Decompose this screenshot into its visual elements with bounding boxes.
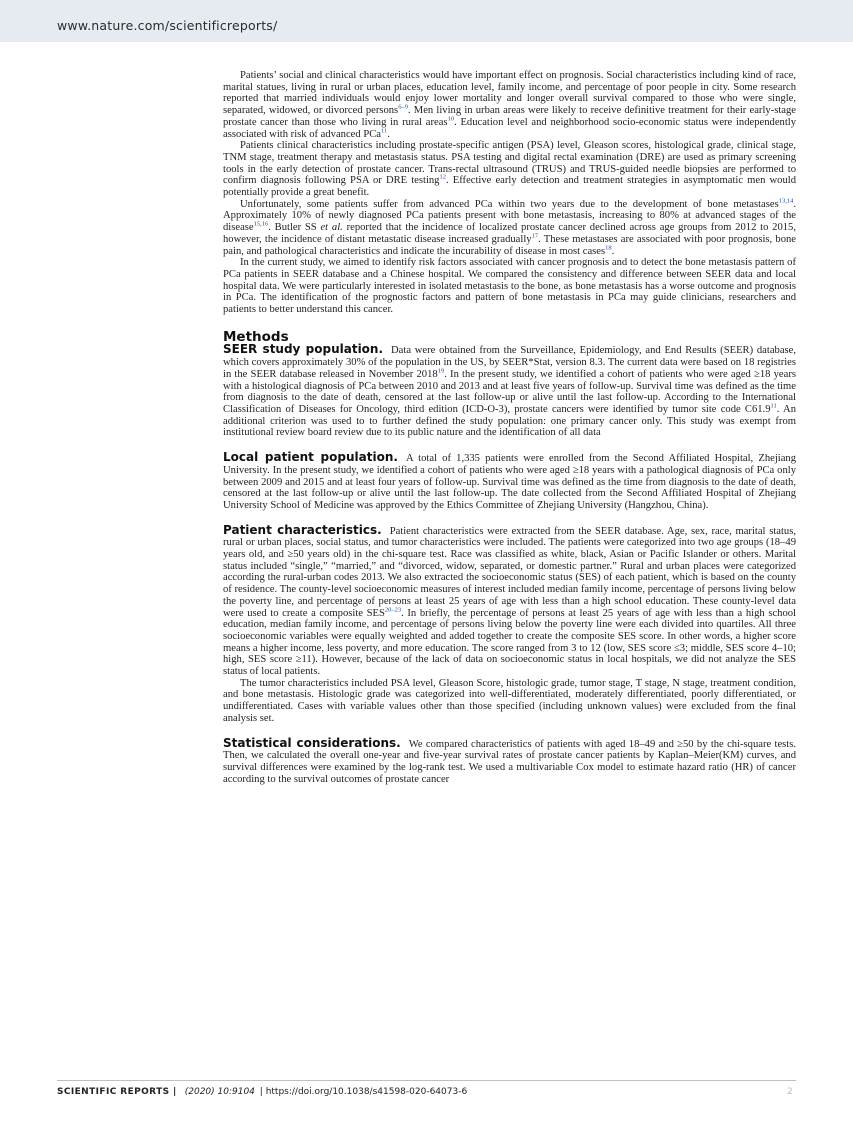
footer-divider xyxy=(57,1080,796,1081)
page-number: 2 xyxy=(787,1087,793,1097)
text: . Effective early detection and treatment strategies in asymptomatic men would potentially provide a great benefit. xyxy=(223,175,796,199)
text: . An additional criterion was used to to further defined the study population: one primary cancer only. This study was exempt from institutional review board review due to its public nature and the identification of all data xyxy=(223,403,796,439)
citation-ref[interactable]: 10 xyxy=(447,115,455,123)
subsection-heading: Patient characteristics. xyxy=(223,522,382,537)
text: We compared characteristics of patients with aged 18–49 and ≥50 by the chi-square tests. Then, we calculated the overall one-year and five-year survival rates of prostate cancer patients by Kaplan–Meier(KM) curves, and survival differences were examined by the log-rank test. We used a multivariable Cox model to estimate hazard ratio (HR) of cancer according to the survival outcomes of prostate cancer xyxy=(223,738,797,785)
text: . In the present study, we identified a cohort of patients who were aged ≥18 years with a histological diagnosis of PCa between 2010 and 2013 and at least five years of follow-up. Survival time was defined as the time from diagnosis to the date of death, censored at the last follow-up or alive until the last follow-up. According to the International Classification of Diseases for Oncology, third edition (ICD-O-3), prostate cancers were identified by tumor site code C61.9 xyxy=(223,368,796,415)
site-header-bar xyxy=(0,0,853,42)
text: . In briefly, the percentage of persons at least 25 years of age with less than a high school education, median family income, and percentage of persons living below the poverty line were each divided into quartiles. All three socioeconomic variables were equally weighted and added together to create the composite SES score. In other words, a higher score means a higher income, less poverty, and more education. The score ranged from 3 to 12 (low, SES score ≤3; middle, SES score 4–10; high, SES score ≥11). However, because of the lack of data on socioeconomic status in local hospitals, we did not analyze the SES status of local patients. xyxy=(223,607,796,678)
stats-paragraph xyxy=(223,735,797,786)
citation-info: (2020) 10:9104 xyxy=(184,1087,255,1097)
section-title-methods: Methods xyxy=(223,328,289,345)
citation-ref[interactable]: 13,14 xyxy=(778,197,794,205)
citation-ref[interactable]: 19 xyxy=(437,367,445,375)
citation-ref[interactable]: 12 xyxy=(439,173,446,181)
patient-paragraph-2: The tumor characteristics included PSA level, Gleason Score, histologic grade, tumor stage, T stage, N stage, treatment condition, and bone metastasis. Histologic grade was categorized into well-differentiated, moderately differentiated, poorly differentiated, or undifferentiated. Cases with variable values other than those specified (including unknown values) were excluded from the final analysis set. xyxy=(223,677,796,724)
text: Patients clinical characteristics including prostate-specific antigen (PSA) level, Gleason scores, histological grade, clinical stage, TNM stage, treatment therapy and metastasis status. PSA testing and digital rectal examination (DRE) are used as primary screening tools in the early detection of prostate cancer. Trans-rectal ultrasound (TRUS) and TRUS-guided needle biopsies are performed to confirm diagnosis following PSA or DRE testing xyxy=(223,140,796,187)
local-paragraph xyxy=(223,452,796,512)
intro-paragraph-3 xyxy=(223,199,796,258)
citation-ref[interactable]: 20–23 xyxy=(384,606,402,613)
doi-link[interactable]: | https://doi.org/10.1038/s41598-020-64073-6 xyxy=(259,1087,468,1097)
text: . Butler SS xyxy=(268,222,321,234)
text: et al. xyxy=(320,222,343,234)
citation-ref[interactable]: 18 xyxy=(605,244,612,252)
text: Patients’ social and clinical characteristics would have important effect on prognosis. Social characteristics including kind of race, marital statues, living in rural or urban places, education level, family income, and percentage of poor people in city. Some research reported that married individuals would enjoy lower mortality and longer overall survival compared to those who were single, separated, widowed, or divorced persons xyxy=(223,70,796,117)
subsection-local xyxy=(223,452,796,512)
subsection-heading: Local patient population. xyxy=(223,450,398,465)
text: Patient characteristics were extracted from the SEER database. Age, sex, race, marital status, rural or urban places, social status, and tumor characteristics were included. The patients were categorized into two age groups (18–49 years old, and ≥50 years old) in the chi-square test. Race was classified as white, black, Asian or Pacific Islander or others. Marital status included “single,” “married,” and “divorced, widow, separated, or domestic partner.” Rural and urban places were categorized according the rural-urban codes 2013. We also extracted the socioeconomic status (SES) of each patient, which is based on the county of residence. The county-level socioeconomic measures of interest included median family income, percentage of persons living below the poverty line, and percentage of persons at least 25 years of age with less than a high school education. These county-level data were used to create a composite SES xyxy=(223,525,796,619)
citation-ref[interactable]: 17 xyxy=(531,232,539,240)
text: . These metastases are associated with poor prognosis, bone pain, and pathological characteristics and indicate the incurability of disease in most cases xyxy=(223,233,796,257)
text: A total of 1,335 patients were enrolled from the Second Affiliated Hospital, Zhejiang University. In the present study, we identified a cohort of patients who were aged ≥18 years with a pathological diagnosis of PCa only between 2009 and 2015 and at least four years of follow-up. Survival time was defined as the time from diagnosis to the date of death, censored at the last follow-up or alive until the last follow-up. The date collected from the Second Affiliated Hospital of Zhejiang University School of Medicine was approved by the Ethics Committee of Zhejiang University (Hangzhou, China). xyxy=(223,453,797,511)
text: . Men living in urban areas were likely to receive definitive treatment for their early-stage prostate cancer than those who living in rural areas xyxy=(223,105,796,128)
intro-paragraph-2 xyxy=(223,140,796,199)
text: . Approximately 10% of newly diagnosed PCa patients present with bone metastasis, increasing to 80% at advanced stages of the disease xyxy=(223,198,796,234)
journal-name: SCIENTIFIC REPORTS | xyxy=(57,1087,177,1097)
subsection-heading: SEER study population. xyxy=(223,342,384,357)
citation-ref[interactable]: 6–9 xyxy=(398,103,408,111)
article-body xyxy=(223,70,796,785)
text: reported that the incidence of localized prostate cancer declined across age groups from 2012 to 2015, however, the incidence of distant metastatic disease increased gradually xyxy=(223,222,797,245)
text: . xyxy=(611,245,615,257)
citation-ref[interactable]: 11 xyxy=(380,126,388,134)
intro-paragraph-1 xyxy=(223,70,796,140)
subsection-stats xyxy=(223,735,797,786)
seer-paragraph xyxy=(223,344,796,439)
text: . Education level and neighborhood socio-economic status were independently associated with risk of advanced PCa xyxy=(223,116,797,140)
intro-paragraph-4: In the current study, we aimed to identify risk factors associated with cancer prognosis and to detect the bone metastasis pattern of PCa patients in SEER database and a Chinese hospital. We compared the consistency and difference between SEER data and local hospital data. We were particularly interested in isolated metastasis to the bone, as bone metastasis has a worse outcome and prognosis in PCa. The identification of the prognostic factors and pattern of bone metastasis in PCa may guide clinicians, researchers and patients to better understand this cancer. xyxy=(223,257,796,316)
citation-ref[interactable]: 11 xyxy=(770,402,777,410)
text: Data were obtained from the Surveillance, Epidemiology, and End Results (SEER) database, which covers approximately 30% of the population in the US, by SEER*Stat, version 8.3. The current data were based on 18 registries in the SEER database released in November 2018 xyxy=(223,345,796,380)
subsection-heading: Statistical considerations. xyxy=(223,735,401,750)
citation-ref[interactable]: 15,16 xyxy=(253,220,269,228)
patient-paragraph xyxy=(223,522,796,678)
subsection-patient xyxy=(223,522,796,725)
site-url[interactable]: www.nature.com/scientificreports/ xyxy=(57,18,278,33)
text: Unfortunately, some patients suffer from advanced PCa within two years due to the development of bone metastases xyxy=(240,198,779,210)
subsection-seer xyxy=(223,344,796,439)
text: . xyxy=(387,128,390,140)
page-footer xyxy=(57,1087,467,1097)
